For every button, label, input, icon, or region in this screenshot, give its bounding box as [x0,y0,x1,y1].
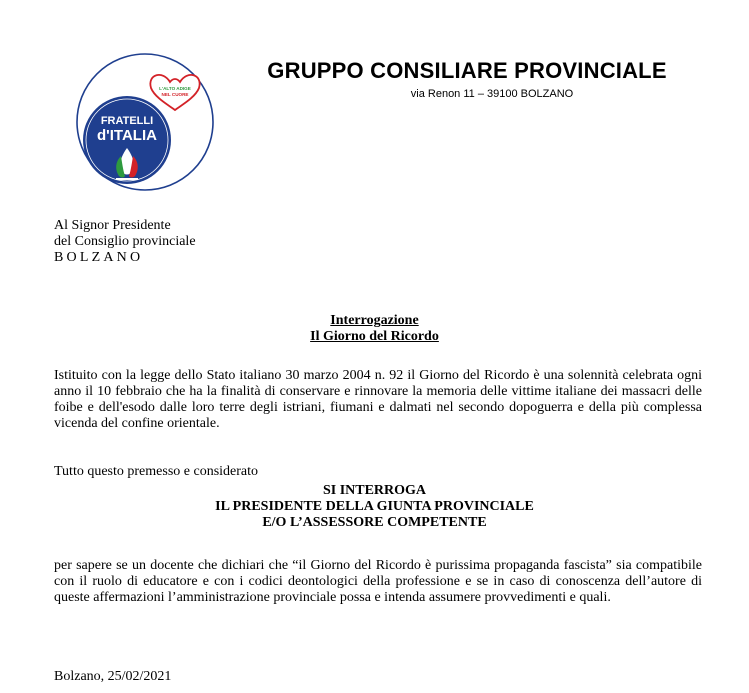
recipient-block [54,218,196,266]
interroga-line-2: IL PRESIDENTE DELLA GIUNTA PROVINCIALE [215,499,534,514]
header-title: GRUPPO CONSILIARE PROVINCIALE [267,58,667,83]
place-date: Bolzano, 25/02/2021 [54,669,172,684]
interroga-line-3: E/O L’ASSESSORE COMPETENTE [262,515,487,530]
document-subject: Il Giorno del Ricordo [310,329,439,344]
premise-line: Tutto questo premesso e considerato [54,464,259,479]
document-title-block [0,313,749,345]
recipient-line-2: del Consiglio provinciale [54,234,196,249]
paragraph-1-text: Istituito con la legge dello Stato italiano 30 marzo 2004 n. 92 il Giorno del Ricordo è una solennità celebrata ogni anno il 10 febbraio che ha la finalità di conservare e rinnovare la memoria delle vittime italiane dei massacri delle foibe e dell'esodo dalle loro terre degli istriani, fiumani e dalmati nel secondo dopoguerra e della più complessa vicenda del confine orientale. [54,368,702,431]
heart-tagline-1: L'ALTO ADIGE [159,86,191,91]
body-paragraph-2: per sapere se un docente che dichiari che “il Giorno del Ricordo è purissima propaganda fascista” sia compatibile con il ruolo di educatore e con i codici deontologici della professione e se in caso di conoscenza dell’autore di queste affermazioni l’amministrazione provinciale possa e intenda assumere provvedimenti e quali. [54,558,702,605]
recipient-line-3: BOLZANO [54,250,144,265]
heart-tagline-2: NEL CUORE [161,92,189,97]
interroga-block [0,483,749,531]
body-paragraph-1 [54,368,702,432]
document-type: Interrogazione [330,313,419,328]
logo-name-line1: FRATELLI [100,115,154,127]
header-address: via Renon 11 – 39100 BOLZANO [410,88,574,100]
fratelli-d-italia-logo [75,52,215,192]
interroga-line-1: SI INTERROGA [322,483,427,498]
recipient-line-1: Al Signor Presidente [54,218,171,233]
logo-name-line2: d'ITALIA [97,127,157,144]
